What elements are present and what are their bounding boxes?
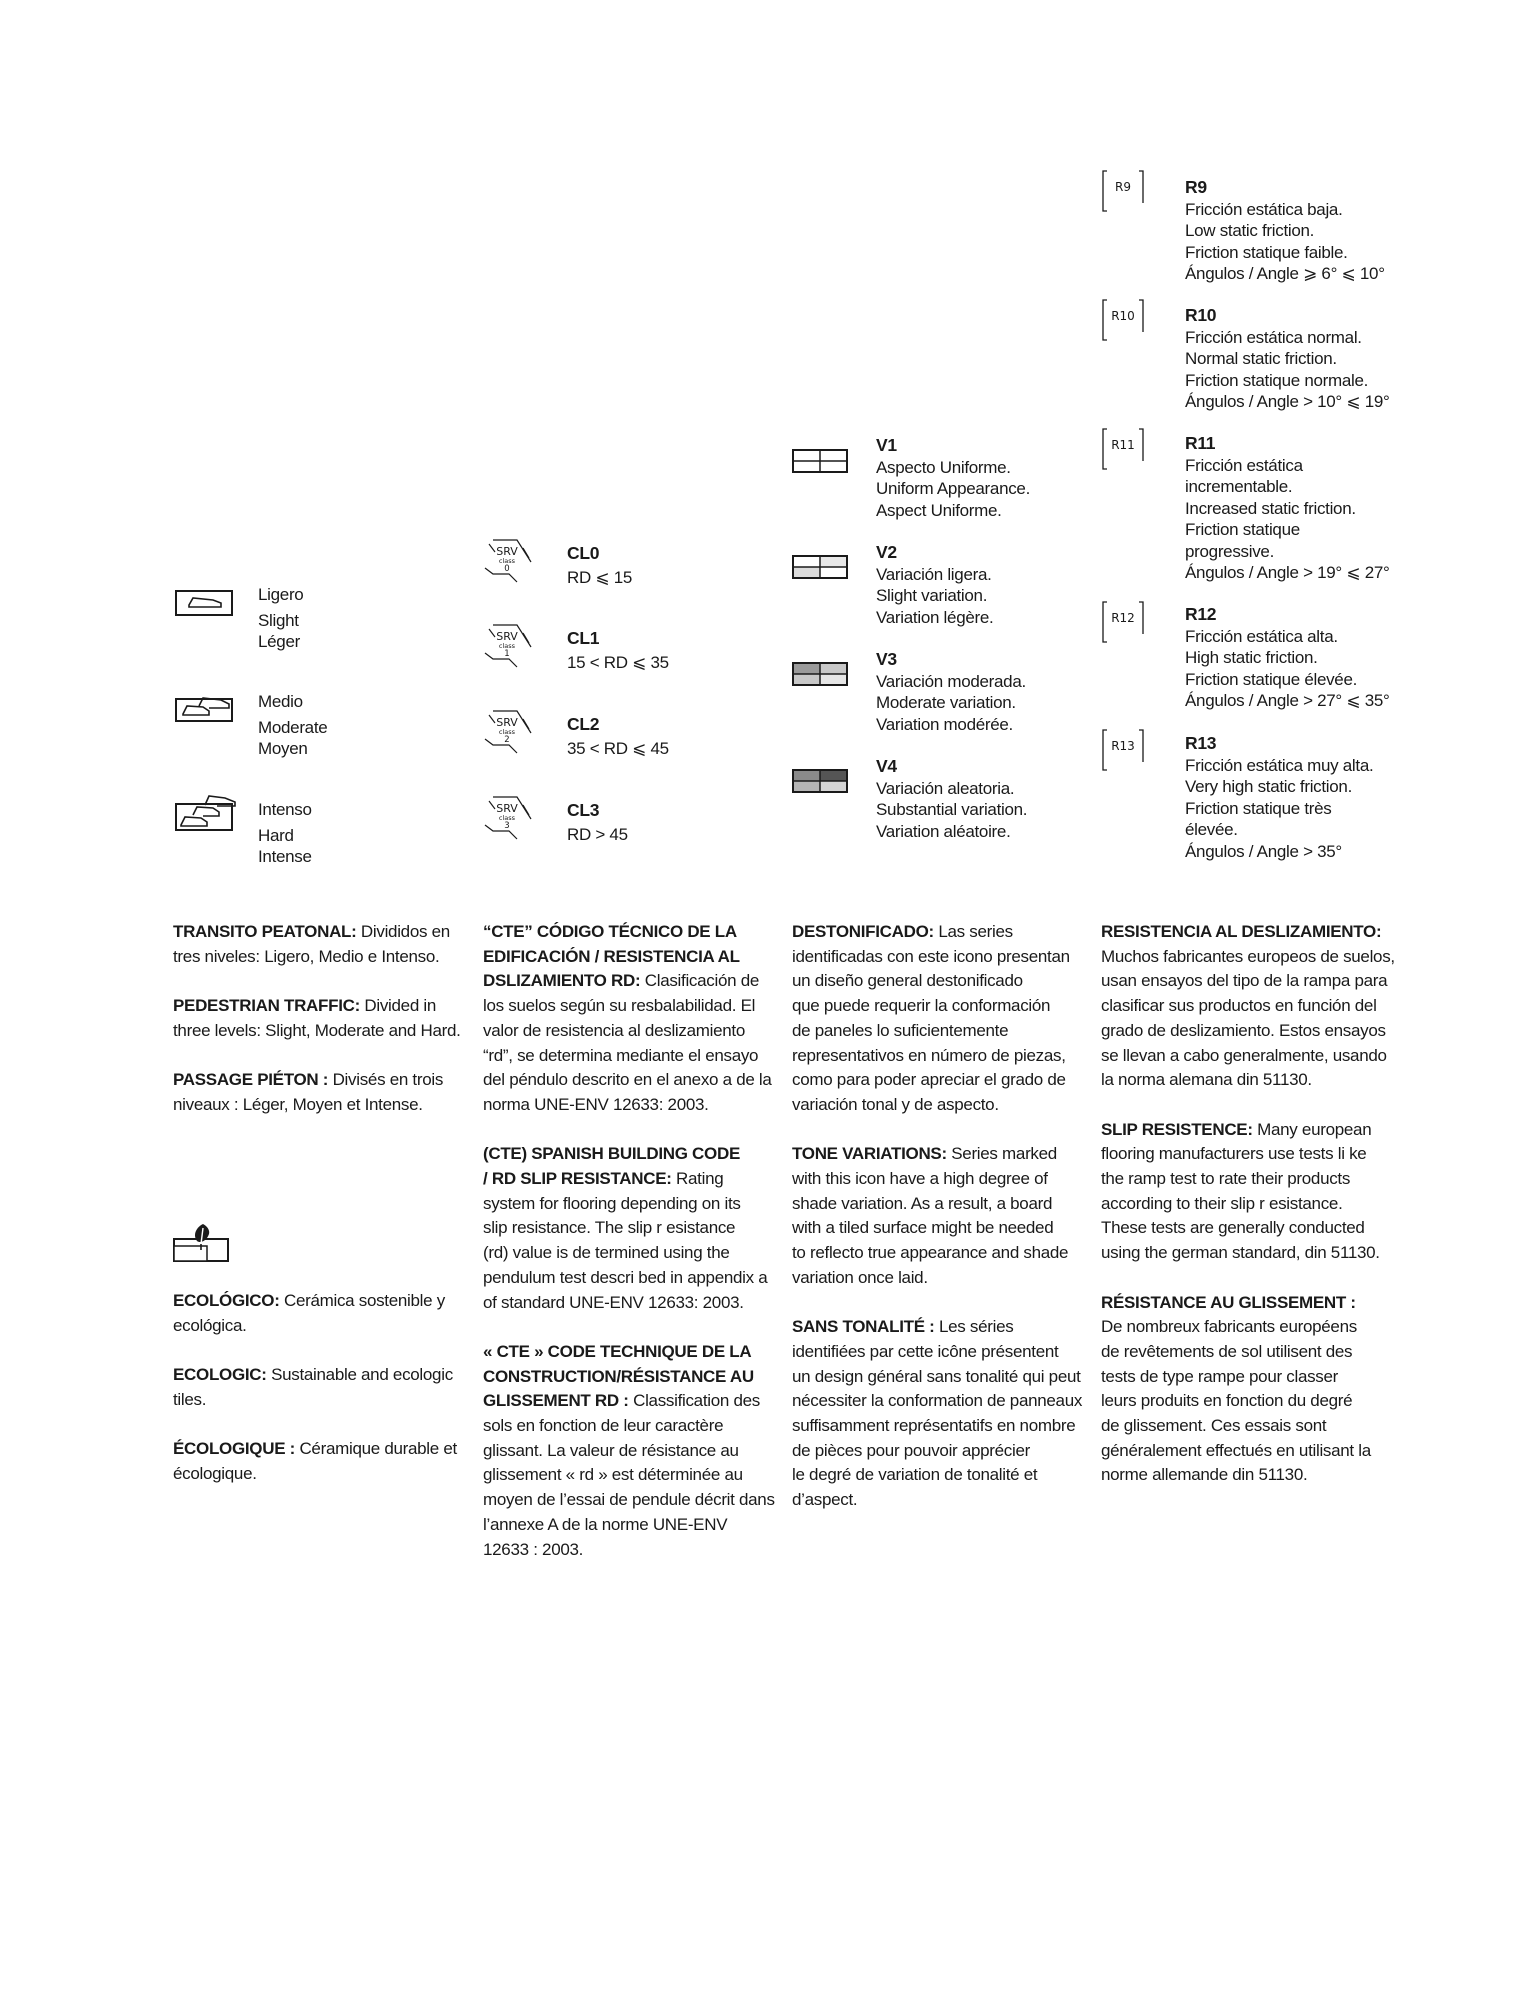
tone-code: V4	[876, 756, 897, 776]
shoe-moderate-icon	[175, 694, 235, 724]
svg-text:class: class	[498, 728, 516, 736]
tone-random-icon	[792, 769, 848, 793]
class-code: CL3	[567, 800, 600, 820]
svg-text:SRV: SRV	[496, 802, 518, 815]
svg-text:R11: R11	[1111, 438, 1135, 452]
svg-text:SRV: SRV	[496, 545, 518, 558]
svg-text:class: class	[498, 814, 516, 822]
srv-class-1-icon	[481, 623, 535, 669]
svg-text:R10: R10	[1111, 309, 1135, 323]
slip-r9: R9 Fricción estática baja. Low static friction. Friction statique faible. Ángulos / Angle ⩾ 6° ⩽ 10°	[1185, 177, 1385, 283]
cte-class-0	[567, 543, 632, 588]
eco-en-paragraph: ECOLOGIC: Sustainable and ecologic tiles.	[173, 1365, 453, 1409]
level-es: Medio	[258, 692, 303, 711]
svg-text:SRV: SRV	[496, 630, 518, 643]
slip-r10: R10 Fricción estática normal. Normal static friction. Friction statique normale. Ángulos / Angle > 10° ⩽ 19°	[1185, 305, 1390, 411]
svg-text:2: 2	[504, 735, 510, 745]
slip-r12: R12 Fricción estática alta. High static friction. Friction statique élevée. Ángulos / Angle > 27° ⩽ 35°	[1185, 604, 1390, 710]
tone-moderate-icon	[792, 662, 848, 686]
ecologic-description	[173, 1289, 457, 1511]
svg-text:SRV: SRV	[496, 716, 518, 729]
class-code: CL0	[567, 543, 600, 563]
r10-slip-icon	[1101, 298, 1147, 342]
slip-r13: R13 Fricción estática muy alta. Very high static friction. Friction statique très élevée. Ángulos / Angle > 35°	[1185, 733, 1374, 861]
tone-v4: V4 Variación aleatoria. Substantial variation. Variation aléatoire.	[876, 756, 1028, 841]
tone-code: V2	[876, 542, 897, 562]
svg-text:3: 3	[504, 821, 510, 831]
slip-code: R12	[1185, 604, 1217, 624]
cte-description	[483, 920, 775, 1587]
class-code: CL2	[567, 714, 600, 734]
slip-description	[1101, 920, 1395, 1513]
traffic-en-paragraph: PEDESTRIAN TRAFFIC: Divided in three levels: Slight, Moderate and Hard.	[173, 996, 461, 1040]
shoe-hard-icon	[175, 794, 237, 834]
level-en: Hard	[258, 825, 294, 845]
tone-v1: V1 Aspecto Uniforme. Uniform Appearance. Aspect Uniforme.	[876, 435, 1030, 520]
slip-r11: R11 Fricción estática incrementable. Increased static friction. Friction statique progressive. Ángulos / Angle > 19° ⩽ 27°	[1185, 433, 1390, 582]
svg-text:R13: R13	[1111, 739, 1135, 753]
r13-slip-icon	[1101, 728, 1147, 772]
slip-code: R11	[1185, 433, 1216, 453]
traffic-fr-paragraph: PASSAGE PIÉTON : Divisés en trois niveaux : Léger, Moyen et Intense.	[173, 1070, 444, 1114]
svg-text:R9: R9	[1115, 180, 1131, 194]
traffic-es-paragraph: TRANSITO PEATONAL: Divididos en tres niveles: Ligero, Medio e Intenso.	[173, 922, 450, 966]
tone-en-paragraph: TONE VARIATIONS: Series marked with this icon have a high degree of shade variation. As a result, a board with a tiled surface might be needed to reflecto true appearance and shade variation once laid.	[792, 1144, 1069, 1287]
slip-code: R10	[1185, 305, 1217, 325]
class-code: CL1	[567, 628, 600, 648]
eco-es-paragraph: ECOLÓGICO: Cerámica sostenible y ecológica.	[173, 1291, 445, 1335]
level-es: Ligero	[258, 585, 304, 604]
cte-class-1	[567, 628, 669, 673]
svg-text:0: 0	[504, 564, 510, 574]
cte-class-3	[567, 800, 628, 845]
tone-v2: V2 Variación ligera. Slight variation. Variation légère.	[876, 542, 994, 627]
tone-code: V3	[876, 649, 897, 669]
tone-uniform-icon	[792, 449, 848, 473]
tone-slight-icon	[792, 555, 848, 579]
r12-slip-icon	[1101, 600, 1147, 644]
svg-text:R12: R12	[1111, 611, 1135, 625]
tone-code: V1	[876, 435, 897, 455]
slip-fr-paragraph: RÉSISTANCE AU GLISSEMENT : De nombreux fabricants européens de revêtements de sol utilisent des tests de type rampe pour classer leurs produits en fonction du degré de glissement. Ces essais sont généralement effectués en utilisant la norme allemande din 51130.	[1101, 1292, 1371, 1485]
slip-es-paragraph: RESISTENCIA AL DESLIZAMIENTO: Muchos fabricantes europeos de suelos, usan ensayos del tipo de la rampa para clasificar sus productos en función del grado de deslizamiento. Estos ensayos se llevan a cabo generalmente, usando la norma alemana din 51130.	[1101, 922, 1395, 1090]
traffic-level-moderate	[258, 691, 327, 760]
level-es: Intenso	[258, 800, 312, 819]
slip-en-paragraph: SLIP RESISTENCE: Many european flooring manufacturers use tests li ke the ramp test to rate their products according to their slip r esistance. These tests are generally conducted using the german standard, din 51130.	[1101, 1119, 1380, 1263]
shoe-slight-icon	[175, 588, 235, 618]
level-fr: Moyen	[258, 739, 308, 758]
class-range: 35 < RD ⩽ 45	[567, 738, 669, 758]
tone-es-paragraph: DESTONIFICADO: Las series identificadas con este icono presentan un diseño general destonificado que puede requerir la conformación de paneles lo suficientemente representativos en número de piezas, como para poder apreciar el grado de variación tonal y de aspecto.	[792, 922, 1070, 1114]
tone-description	[792, 920, 1082, 1538]
level-fr: Intense	[258, 847, 312, 866]
tone-fr-paragraph: SANS TONALITÉ : Les séries identifiées par cette icône présentent un design général sans tonalité qui peut nécessiter la conformation de panneaux suffisamment représentatifs en nombre de pièces pour pouvoir apprécier le degré de variation de tonalité et d’aspect.	[792, 1317, 1083, 1510]
cte-en-paragraph: (CTE) SPANISH BUILDING CODE / RD SLIP RESISTANCE: Rating system for flooring depending on its slip resistance. The slip r esistance (rd) value is de termined using the pendulum test descri bed in appendix a of standard UNE-ENV 12633: 2003.	[483, 1144, 768, 1312]
level-en: Slight	[258, 610, 299, 630]
cte-class-2	[567, 714, 669, 759]
traffic-description	[173, 920, 461, 1142]
cte-fr-paragraph: « CTE » CODE TECHNIQUE DE LA CONSTRUCTION/RÉSISTANCE AU GLISSEMENT RD : Classification des sols en fonction de leur caractère glissant. La valeur de résistance au glissement « rd » est déterminée au moyen de l’essai de pendule décrit dans l’annexe A de la norme UNE-ENV 12633 : 2003.	[483, 1341, 775, 1559]
tone-v3: V3 Variación moderada. Moderate variation. Variation modérée.	[876, 649, 1026, 734]
srv-class-3-icon	[481, 795, 535, 841]
slip-code: R9	[1185, 177, 1207, 197]
class-range: 15 < RD ⩽ 35	[567, 652, 669, 672]
leaf-icon	[173, 1222, 231, 1264]
r9-slip-icon	[1101, 169, 1147, 213]
cte-es-paragraph: “CTE” CÓDIGO TÉCNICO DE LA EDIFICACIÓN / RESISTENCIA AL DSLIZAMIENTO RD: Clasificación de los suelos según su resbalabilidad. El valor de resistencia al deslizamiento “rd”, se determina mediante el ensayo del péndulo descrito en el anexo a de la norma UNE-ENV 12633: 2003.	[483, 922, 772, 1114]
r11-slip-icon	[1101, 427, 1147, 471]
traffic-level-slight	[258, 584, 303, 653]
class-range: RD > 45	[567, 824, 628, 844]
class-range: RD ⩽ 15	[567, 567, 633, 587]
eco-fr-paragraph: ÉCOLOGIQUE : Céramique durable et écologique.	[173, 1439, 457, 1483]
srv-class-0-icon	[481, 538, 535, 584]
level-fr: Léger	[258, 632, 300, 651]
level-en: Moderate	[258, 717, 328, 737]
svg-text:1: 1	[504, 649, 510, 659]
svg-text:class: class	[498, 557, 516, 565]
traffic-level-hard	[258, 799, 312, 868]
slip-code: R13	[1185, 733, 1217, 753]
srv-class-2-icon	[481, 709, 535, 755]
svg-text:class: class	[498, 642, 516, 650]
